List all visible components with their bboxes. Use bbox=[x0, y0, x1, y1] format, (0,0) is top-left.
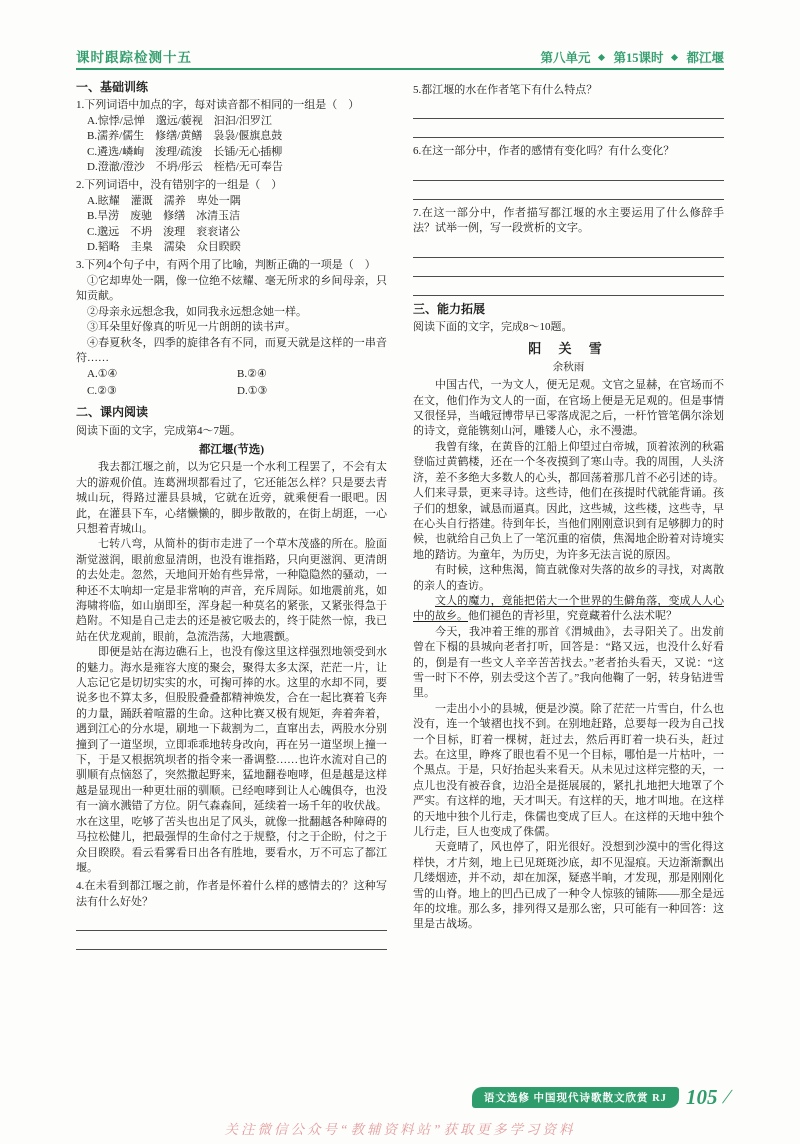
choice-b: B.②④ bbox=[237, 368, 267, 381]
header-unit: 第八单元 bbox=[540, 51, 591, 65]
header-rule bbox=[76, 68, 724, 70]
passage-paragraph: 即便是站在海边礁石上，也没有像这里这样强烈地领受到水的魅力。海水是雍容大度的聚会，聚得太多太深，茫茫一片，让人忘记它是切切实实的水，可掬可捧的水。这里的水却不同，要说多也不算太多，但股股叠叠都精神焕发，合在一起比赛着飞奔的力量，踊跃着喧嚣的生命。这种比赛又极有规矩，奔着奔着，遇到江心的分水堤，刷地一下裁割为二，直窜出去，两股水分别撞到了一道坚坝，立即乖乖地转身改向，再在另一道坚坝上撞一下，于是又根据筑坝者的指令来一番调整……也许水流对自己的驯顺有点恼怒了，突然撒起野来，猛地翻卷咆哮，但是越是这样越是显现出一种更壮丽的驯顺。已经咆哮到让人心魄俱夺，也没有一滴水溅错了方位。阴气森森间，延续着一场千年的收伏战。水在这里，吃够了苦头也出足了风头，就像一批翻越各种障碍的马拉松健儿，把最强悍的生命付之于规整，付之于企盼，付之于众目睽睽。看云看雾看日出各有胜地，要看水，万不可忘了都江堰。 bbox=[76, 646, 387, 874]
underlined-sentence: 文人的魔力，竟能把偌大一个世界的生僻角落，变成人人心中的故乡。 bbox=[413, 594, 724, 623]
answer-line bbox=[76, 912, 387, 931]
passage-title-yangguanxue: 阳 关 雪 bbox=[528, 341, 609, 357]
header-right bbox=[540, 48, 724, 66]
question-1-option-c: C.遴选/嶙峋 浚理/疏浚 长锸/无心插柳 bbox=[87, 145, 283, 158]
answer-lines-q5 bbox=[413, 100, 724, 138]
question-3-choices-row-2 bbox=[76, 384, 387, 399]
answer-line bbox=[413, 181, 724, 200]
section-1-heading: 一、基础训练 bbox=[76, 80, 149, 94]
question-3-sentence-1: ①它却卑处一隅，像一位绝不炫耀、毫无所求的乡间母亲，只知贡献。 bbox=[76, 274, 387, 303]
question-3-sentence-4: ④春夏秋冬，四季的旋律各有不同，而夏天就是这样的一串音符…… bbox=[76, 336, 387, 364]
answer-line bbox=[413, 258, 724, 277]
reading-intro-1: 阅读下面的文字，完成第4～7题。 bbox=[76, 424, 241, 437]
answer-line bbox=[413, 277, 724, 296]
question-2-option-a: A.眩耀 灌溉 濡养 卑处一隅 bbox=[87, 194, 241, 207]
choice-a: A.①④ bbox=[87, 368, 118, 381]
passage-title-dujiangyan: 都江堰(节选) bbox=[198, 443, 265, 456]
passage-paragraph: 中国古代，一为文人，便无足观。文官之显赫，在官场而不在文，他们作为文人的一面，在官场上便是无足观的。但是事情又很怪异，当峨冠博带早已零落成泥之后，一杆竹管笔偶尔涂划的诗文，竟能镌刻山河，雕镂人心，永不漫漶。 bbox=[413, 379, 724, 438]
footer-slash-icon: / bbox=[722, 1086, 733, 1108]
answer-lines-q7 bbox=[413, 239, 724, 296]
page-footer bbox=[472, 1085, 733, 1110]
question-3-sentence-3: ③耳朵里好像真的听见一片朗朗的读书声。 bbox=[87, 321, 296, 334]
question-3-choices-row-1 bbox=[76, 367, 387, 382]
column-right bbox=[413, 80, 724, 1078]
footer-page-number: 105 bbox=[685, 1085, 718, 1109]
answer-line bbox=[413, 162, 724, 181]
column-left bbox=[76, 80, 387, 1078]
question-1-option-d: D.澄澈/澄沙 不坍/彤云 桎梏/无可奉告 bbox=[87, 161, 283, 174]
choice-d: D.①③ bbox=[237, 384, 268, 397]
reading-intro-2: 阅读下面的文字，完成8～10题。 bbox=[413, 321, 573, 334]
question-2-option-c: C.邈远 不坍 浚理 衮衮诸公 bbox=[87, 225, 241, 238]
answer-line bbox=[413, 239, 724, 258]
passage-paragraph: 我去都江堰之前，以为它只是一个水利工程罢了，不会有太大的游观价值。连葛洲坝都看过了，它还能怎么样？只是要去青城山玩，得路过灌县县城，它就在近旁，就乘便看一眼吧。因此，在灌县下车，心绪懒懒的，脚步散散的，在街上胡逛，一心只想着青城山。 bbox=[76, 461, 387, 535]
section-2-heading: 二、课内阅读 bbox=[76, 405, 149, 420]
content-area bbox=[76, 80, 724, 1078]
question-2-option-b: B.旱涝 废驰 修缮 冰清玉洁 bbox=[87, 210, 241, 223]
question-1-option-a: A.惊悸/忌惮 邈远/藐视 汩汩/汨罗江 bbox=[87, 114, 272, 127]
section-3-heading: 三、能力拓展 bbox=[413, 301, 486, 316]
question-5-stem: 5.都江堰的水在作者笔下有什么特点？ bbox=[413, 84, 598, 96]
header-doc-title: 都江堰 bbox=[686, 51, 724, 65]
passage-paragraph: 一走出小小的县城，便是沙漠。除了茫茫一片雪白，什么也没有，连一个皱褶也找不到。在别地赶路，总要每一段为自己找一个目标，盯着一棵树，赶过去，然后再盯着一块石头，赶过去。在这里，睁疼了眼也看不见一个目标，哪怕是一片枯叶，一个黑点。于是，只好抬起头来看天。从未见过这样完整的天，一点儿也没有被吞食，边沿全是挺展展的，紧扎扎地把大地罩了个严实。有这样的地，天才叫天。有这样的天，地才叫地。在这样的天地中独个儿行走，侏儒也变成了巨人。在这样的天地中独个儿行走，巨人也变成了侏儒。 bbox=[413, 702, 724, 839]
passage-paragraph: 有时候，这种焦渴，简直就像对失落的故乡的寻找，对离散的亲人的查访。 bbox=[413, 564, 724, 592]
passage-author: 余秋雨 bbox=[552, 361, 585, 373]
passage-paragraph: 天竟晴了，风也停了，阳光很好。没想到沙漠中的雪化得这样快，才片刻，地上已见斑斑沙底，却不见湿痕。天边渐渐飘出几缕烟迹，并不动，却在加深，疑惑半晌，才发现，那是刚刚化雪的山脊。地上的凹凸已成了一种令人惊骇的铺陈——那全是远年的坟堆。那么多，排列得又是那么密，只可能有一种回答：这里是古战场。 bbox=[413, 841, 724, 931]
passage-paragraph: 七转八弯，从简朴的街市走进了一个草木茂盛的所在。脸面渐觉滋润，眼前愈显清朗，也没有谁指路，只向更滋润、更清朗的去处走。忽然，天地间开始有些异常，一种隐隐然的骚动，一种还不太响却一定是非常响的声音，充斥周际。如地震前兆，如海啸将临，如山崩即至，浑身起一种莫名的紧张，又紧张得急于趋附。不知是自己走去的还是被它吸去的，终于陡然一惊，我已站在伏龙观前，眼前，急流浩荡，大地震颤。 bbox=[76, 538, 387, 643]
choice-c: C.②③ bbox=[87, 384, 117, 397]
diamond-icon bbox=[671, 53, 678, 60]
answer-line bbox=[76, 931, 387, 950]
answer-lines-q6 bbox=[413, 162, 724, 200]
page-header bbox=[76, 46, 724, 66]
question-6-stem: 6.在这一部分中，作者的感情有变化吗？有什么变化？ bbox=[413, 145, 675, 158]
header-left-title: 课时跟踪检测十五 bbox=[76, 50, 192, 65]
passage-paragraph bbox=[413, 594, 724, 625]
question-3-sentence-2: ②母亲永远想念我，如同我永远想念她一样。 bbox=[87, 305, 307, 318]
paragraph-continuation: 他们褪色的青衫里，究竟藏着什么法术呢？ bbox=[468, 610, 677, 623]
footer-series-badge: 语文选修 中国现代诗歌散文欣赏 RJ bbox=[472, 1087, 679, 1108]
question-3-stem: 3.下列4个句子中，有两个用了比喻，判断正确的一项是（ ） bbox=[76, 259, 376, 272]
watermark-text: 关注微信公众号“教辅资料站”获取更多学习资料 bbox=[224, 1122, 576, 1137]
question-1-stem: 1.下列词语中加点的字，每对读音都不相同的一组是（ ） bbox=[76, 99, 360, 112]
header-lesson: 第15课时 bbox=[613, 51, 664, 65]
question-1-option-b: B.濡养/儒生 修缮/黄鳝 袅袅/偃旗息鼓 bbox=[87, 130, 283, 143]
question-7-stem: 7.在这一部分中，作者描写都江堰的水主要运用了什么修辞手法？试举一例，写一段赏析的文字。 bbox=[413, 206, 724, 235]
question-2-stem: 2.下列词语中，没有错别字的一组是（ ） bbox=[76, 179, 283, 192]
passage-paragraph: 我曾有缘，在黄昏的江船上仰望过白帝城，顶着浓洌的秋霜登临过黄鹤楼，还在一个冬夜摸到了寒山寺。我的周围，人头济济，差不多绝大多数人的心头，都回荡着那几首不必引述的诗。人们来寻景，更来寻诗。这些诗，他们在孩提时代就能背诵。孩子们的想象，诚恳而逼真。因此，这些城，这些楼，这些寺，早在心头自行搭建。待到年长，当他们刚刚意识到有足够脚力的时候，也就给自己负上了一笔沉重的宿债，焦渴地企盼着对诗境实地的踏访。为童年，为历史，为许多无法言说的原因。 bbox=[413, 440, 724, 561]
passage-paragraph: 今天，我冲着王维的那首《渭城曲》，去寻阳关了。出发前曾在下榻的县城向老者打听，回答是：“路又远，也没什么好看的，倒是有一些文人辛辛苦苦找去。”老者抬头看天，又说：“这雪一时下不停，别去受这个苦了。”我向他鞠了一躬，转身钻进雪里。 bbox=[413, 625, 724, 700]
answer-line bbox=[413, 100, 724, 119]
question-2-option-d: D.韬略 圭臬 濡染 众目睽睽 bbox=[87, 241, 241, 254]
answer-line bbox=[413, 119, 724, 138]
diamond-icon bbox=[598, 53, 605, 60]
answer-lines-q4 bbox=[76, 912, 387, 950]
question-4-stem: 4.在未看到都江堰之前，作者是怀着什么样的感情去的？这种写法有什么好处？ bbox=[76, 880, 387, 908]
